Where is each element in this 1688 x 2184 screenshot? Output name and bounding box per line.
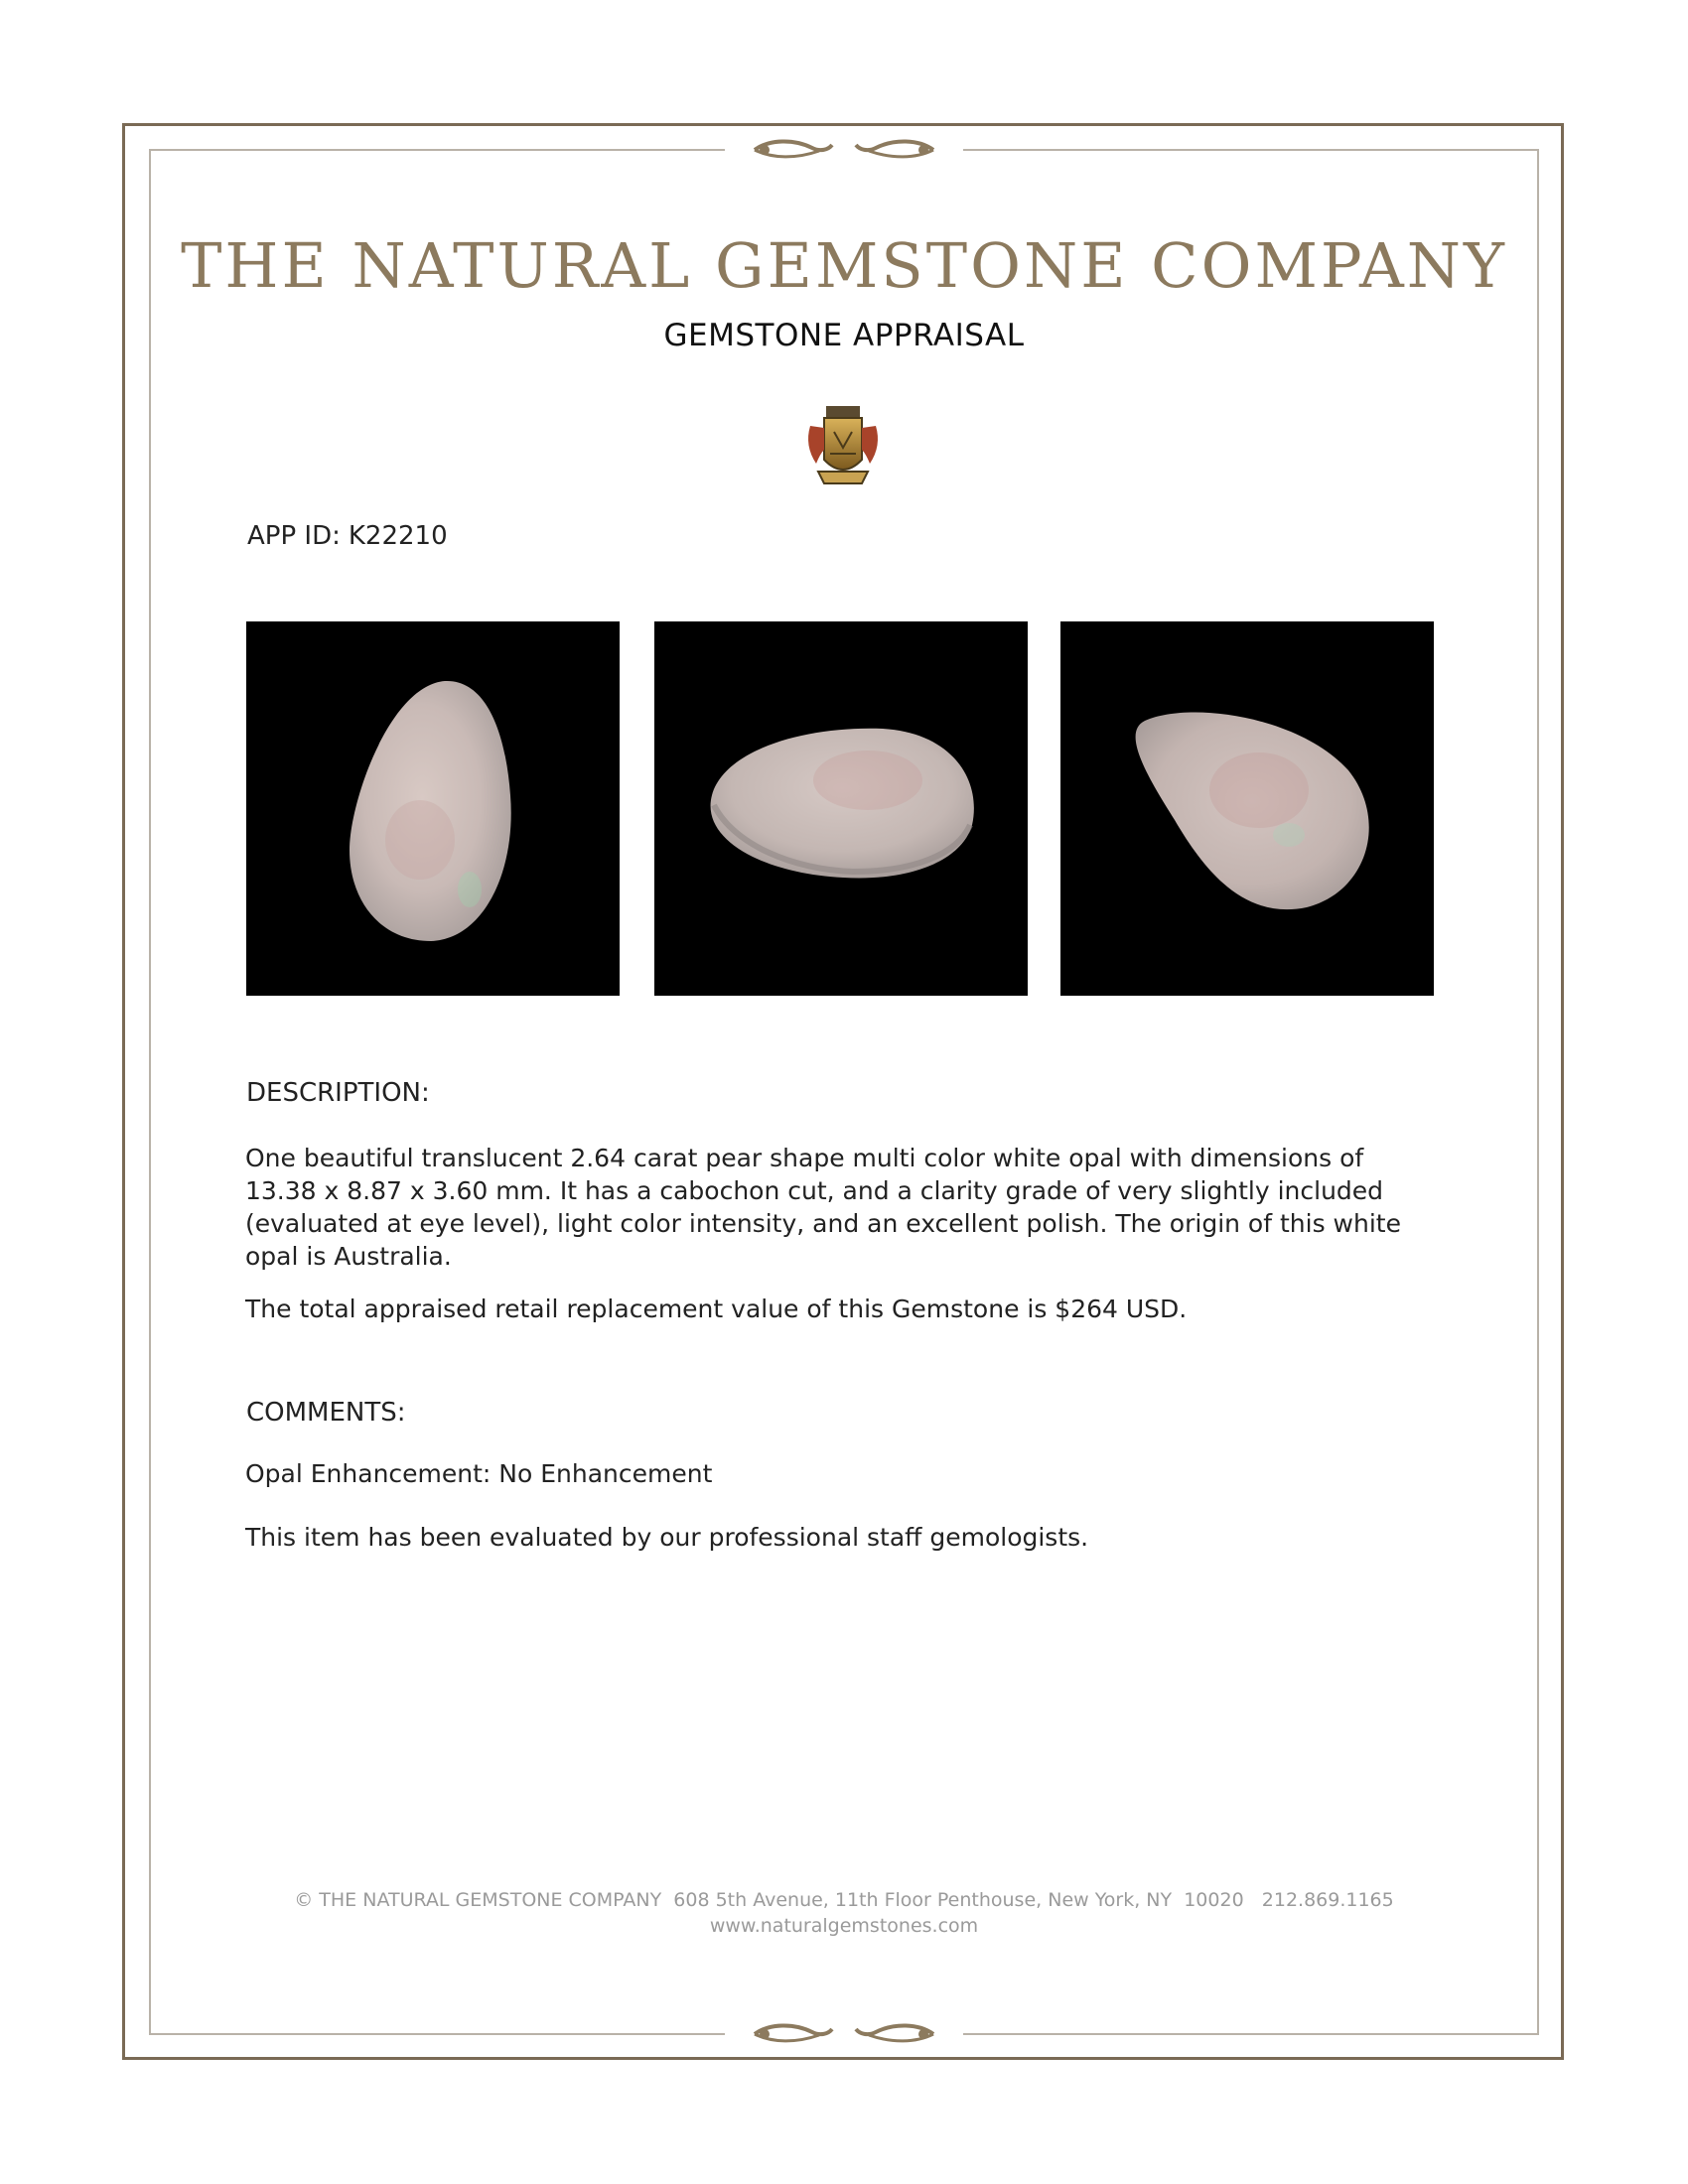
comments-label: COMMENTS:	[246, 1398, 406, 1428]
bottom-ornament-icon	[725, 2019, 963, 2049]
inner-frame-left	[149, 149, 151, 2035]
document-title: GEMSTONE APPRAISAL	[663, 318, 1025, 353]
company-title: THE NATURAL GEMSTONE COMPANY	[181, 229, 1507, 302]
crest-logo-icon	[800, 402, 886, 493]
gemstone-photo-angled	[1060, 621, 1434, 996]
gemstone-photo-side	[654, 621, 1028, 996]
inner-frame-right	[1537, 149, 1539, 2035]
description-label: DESCRIPTION:	[246, 1078, 430, 1108]
top-ornament-icon	[725, 135, 963, 165]
evaluation-text: This item has been evaluated by our professional staff gemologists.	[245, 1523, 1089, 1552]
footer-website[interactable]: www.naturalgemstones.com	[709, 1915, 979, 1937]
enhancement-text: Opal Enhancement: No Enhancement	[245, 1459, 713, 1488]
app-id-value: K22210	[348, 521, 448, 551]
gemstone-photo-front	[246, 621, 620, 996]
appraised-value-text: The total appraised retail replacement value of this Gemstone is $264 USD.	[245, 1295, 1188, 1323]
description-text: One beautiful translucent 2.64 carat pear shape multi color white opal with dimensions of 13.38 x 8.87 x 3.60 mm. It has a cabochon cut, and a clarity grade of very slightly included (evaluated at eye level), light color intensity, and an excellent polish. The origin of this white opal is Australia.	[245, 1144, 1401, 1271]
app-id-label: APP ID:	[247, 521, 341, 551]
app-id	[247, 521, 448, 551]
footer-address: © THE NATURAL GEMSTONE COMPANY 608 5th Avenue, 11th Floor Penthouse, New York, NY 10020 212.869.1165	[294, 1889, 1394, 1911]
